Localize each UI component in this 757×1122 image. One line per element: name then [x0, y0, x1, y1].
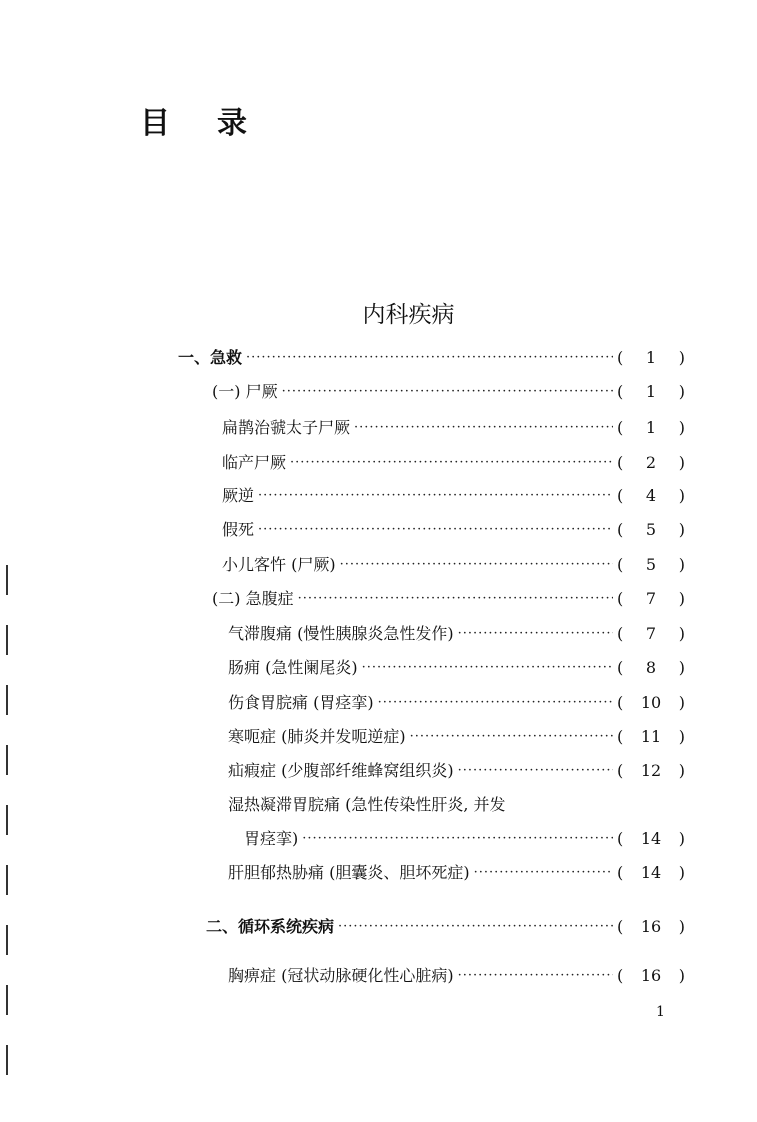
toc-entry [228, 656, 685, 680]
leader-dots [458, 964, 613, 988]
leader-dots [410, 725, 613, 749]
entry-text: 二、循环系统疾病 [206, 917, 335, 936]
entry-page: ( 10 ) [617, 693, 685, 712]
entry-text: 假死 [222, 520, 255, 539]
entry-page: ( 8 ) [617, 658, 685, 677]
entry-page: ( 5 ) [617, 520, 685, 539]
leader-dots [362, 656, 613, 680]
toc-entry [228, 861, 685, 885]
leader-dots [258, 484, 613, 508]
scan-margin-mark [6, 925, 8, 955]
leader-dots [458, 759, 613, 783]
scan-margin-mark [6, 685, 8, 715]
toc-entry [228, 759, 685, 783]
entry-text: 疝瘕症 (少腹部纤维蜂窝组织炎) [228, 761, 454, 780]
entry-text: 肠痈 (急性阑尾炎) [228, 658, 358, 677]
entry-page: ( 4 ) [617, 486, 685, 505]
entry-page: ( 7 ) [617, 589, 685, 608]
scan-margin-mark [6, 745, 8, 775]
entry-page: ( 1 ) [617, 348, 685, 367]
entry-page: ( 1 ) [617, 418, 685, 437]
leader-dots [302, 827, 613, 851]
toc-title-char-1: 目 [140, 106, 170, 141]
toc-entry [228, 622, 685, 646]
entry-page: ( 11 ) [617, 727, 685, 746]
toc-entry [212, 380, 685, 404]
entry-text: 胃痉挛) [244, 829, 299, 848]
entry-text: 胸痹症 (冠状动脉硬化性心脏病) [228, 966, 454, 985]
scan-margin-mark [6, 805, 8, 835]
toc-entry [228, 691, 685, 715]
scan-margin-mark [6, 865, 8, 895]
entry-text: 肝胆郁热胁痛 (胆囊炎、胆坏死症) [228, 863, 470, 882]
toc-entry [212, 587, 685, 611]
entry-text: 气滞腹痛 (慢性胰腺炎急性发作) [228, 624, 454, 643]
entry-page: ( 7 ) [617, 624, 685, 643]
entry-page: ( 5 ) [617, 555, 685, 574]
entry-text: 一、急救 [178, 348, 243, 367]
leader-dots [290, 451, 613, 475]
toc-entry [206, 915, 685, 939]
entry-page: ( 14 ) [617, 829, 685, 848]
toc-entry [244, 827, 685, 851]
scan-margin-mark [6, 565, 8, 595]
leader-dots [474, 861, 613, 885]
entry-page: ( 2 ) [617, 453, 685, 472]
leader-dots [246, 346, 613, 370]
toc-entry [222, 484, 685, 508]
scan-margin-mark [6, 985, 8, 1015]
toc-entry [178, 346, 685, 370]
leader-dots [458, 622, 613, 646]
scan-margin-mark [6, 625, 8, 655]
entry-text: 厥逆 [222, 486, 255, 505]
leader-dots [378, 691, 613, 715]
entry-text: 伤食胃脘痛 (胃痉挛) [228, 693, 374, 712]
entry-page: ( 12 ) [617, 761, 685, 780]
toc-entry [228, 964, 685, 988]
toc-entry [222, 416, 685, 440]
scan-margin-mark [6, 1045, 8, 1075]
entry-page: ( 14 ) [617, 863, 685, 882]
leader-dots [340, 553, 613, 577]
entry-text: (二) 急腹症 [212, 589, 294, 608]
toc-entry [222, 451, 685, 475]
entry-page: ( 16 ) [617, 966, 685, 985]
entry-page: ( 1 ) [617, 382, 685, 401]
leader-dots [298, 587, 613, 611]
entry-text: 小儿客忤 (尸厥) [222, 555, 336, 574]
entry-text: 寒呃症 (肺炎并发呃逆症) [228, 727, 406, 746]
page-number: 1 [656, 1004, 665, 1020]
toc-title-char-2: 录 [217, 106, 247, 141]
toc-entry-wrapped: 湿热凝滞胃脘痛 (急性传染性肝炎, 并发 [228, 795, 506, 814]
entry-text: 临产尸厥 [222, 453, 287, 472]
toc-entry [222, 518, 685, 542]
entry-text: (一) 尸厥 [212, 382, 278, 401]
leader-dots [338, 915, 613, 939]
leader-dots [282, 380, 613, 404]
toc-entry [228, 725, 685, 749]
toc-entry [222, 553, 685, 577]
entry-page: ( 16 ) [617, 917, 685, 936]
section-title: 内科疾病 [362, 302, 455, 328]
entry-text: 扁鹊治虢太子尸厥 [222, 418, 351, 437]
leader-dots [258, 518, 613, 542]
leader-dots [354, 416, 613, 440]
